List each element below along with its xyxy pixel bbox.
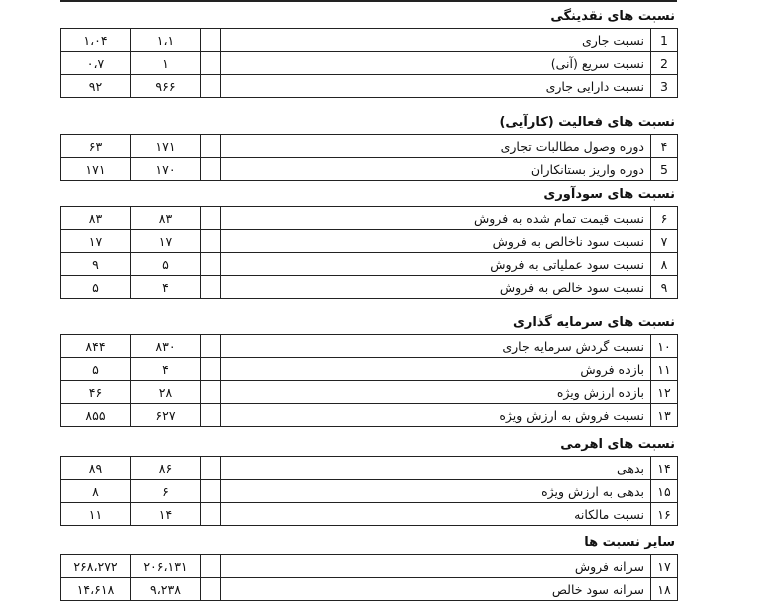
row-number-cell: 1: [651, 29, 678, 52]
ratio-label-cell: دوره واریز بستانکاران: [221, 158, 651, 181]
section-title: نسبت های نقدینگی: [550, 9, 675, 24]
ratio-label-cell: نسبت قیمت تمام شده به فروش: [221, 207, 651, 230]
ratio-label-cell: نسبت فروش به ارزش ویژه: [221, 404, 651, 427]
table-row: [61, 207, 678, 230]
value-prior-cell: ۵: [61, 358, 131, 381]
spacer-cell: [201, 158, 221, 181]
row-number-cell: 3: [651, 75, 678, 98]
row-number-cell: ۴: [651, 135, 678, 158]
ratio-table: [60, 28, 678, 98]
spacer-cell: [201, 358, 221, 381]
row-number-cell: ۱۵: [651, 480, 678, 503]
table-row: [61, 381, 678, 404]
row-number-cell: ۱۰: [651, 335, 678, 358]
ratio-section: [60, 184, 677, 299]
value-current-cell: ۱: [131, 52, 201, 75]
ratio-label-cell: نسبت سود ناخالص به فروش: [221, 230, 651, 253]
value-prior-cell: ۸۹: [61, 457, 131, 480]
spacer-cell: [201, 29, 221, 52]
value-current-cell: ۹،۲۳۸: [131, 578, 201, 601]
top-rule: [60, 0, 677, 2]
value-current-cell: ۴: [131, 358, 201, 381]
ratio-label-cell: نسبت دارایی جاری: [221, 75, 651, 98]
value-current-cell: ۸۳۰: [131, 335, 201, 358]
ratio-label-cell: نسبت گردش سرمایه جاری: [221, 335, 651, 358]
spacer-cell: [201, 503, 221, 526]
value-prior-cell: ۸۴۴: [61, 335, 131, 358]
value-prior-cell: ۱۴،۶۱۸: [61, 578, 131, 601]
table-row: [61, 404, 678, 427]
value-current-cell: ۹۶۶: [131, 75, 201, 98]
spacer-cell: [201, 335, 221, 358]
table-row: [61, 75, 678, 98]
value-prior-cell: ۱۱: [61, 503, 131, 526]
value-current-cell: ۲۰۶،۱۳۱: [131, 555, 201, 578]
spacer-cell: [201, 381, 221, 404]
table-row: [61, 29, 678, 52]
ratio-label-cell: سرانه فروش: [221, 555, 651, 578]
ratio-section: [60, 312, 677, 427]
value-prior-cell: ۱۷۱: [61, 158, 131, 181]
spacer-cell: [201, 52, 221, 75]
value-current-cell: ۵: [131, 253, 201, 276]
ratio-label-cell: نسبت مالکانه: [221, 503, 651, 526]
ratio-table: [60, 554, 678, 601]
table-row: [61, 578, 678, 601]
row-number-cell: ۱۱: [651, 358, 678, 381]
row-number-cell: ۱۶: [651, 503, 678, 526]
row-number-cell: ۱۳: [651, 404, 678, 427]
value-current-cell: ۱۷۰: [131, 158, 201, 181]
row-number-cell: 2: [651, 52, 678, 75]
ratio-section: [60, 532, 677, 601]
section-title: نسبت های اهرمی: [560, 437, 675, 452]
table-row: [61, 555, 678, 578]
ratio-label-cell: سرانه سود خالص: [221, 578, 651, 601]
value-prior-cell: ۸۵۵: [61, 404, 131, 427]
value-current-cell: ۸۶: [131, 457, 201, 480]
value-prior-cell: ۰،۷: [61, 52, 131, 75]
row-number-cell: ۱۲: [651, 381, 678, 404]
ratio-section: [60, 112, 677, 181]
row-number-cell: ۶: [651, 207, 678, 230]
value-current-cell: ۴: [131, 276, 201, 299]
row-number-cell: ۹: [651, 276, 678, 299]
row-number-cell: ۱۸: [651, 578, 678, 601]
spacer-cell: [201, 75, 221, 98]
spacer-cell: [201, 578, 221, 601]
value-prior-cell: ۵: [61, 276, 131, 299]
value-current-cell: ۱۷۱: [131, 135, 201, 158]
table-row: [61, 358, 678, 381]
ratio-section: [60, 434, 677, 526]
ratio-label-cell: بدهی به ارزش ویژه: [221, 480, 651, 503]
ratio-table: [60, 334, 678, 427]
value-prior-cell: ۸: [61, 480, 131, 503]
value-prior-cell: ۸۳: [61, 207, 131, 230]
table-row: [61, 253, 678, 276]
table-row: [61, 135, 678, 158]
ratio-label-cell: بازده ارزش ویژه: [221, 381, 651, 404]
ratio-table: [60, 206, 678, 299]
value-current-cell: ۱۷: [131, 230, 201, 253]
ratio-section: [60, 6, 677, 98]
ratio-label-cell: دوره وصول مطالبات تجاری: [221, 135, 651, 158]
ratio-label-cell: نسبت سریع (آنی): [221, 52, 651, 75]
row-number-cell: ۸: [651, 253, 678, 276]
ratio-table: [60, 456, 678, 526]
table-row: [61, 335, 678, 358]
section-title: نسبت های سودآوری: [543, 187, 675, 202]
value-prior-cell: ۴۶: [61, 381, 131, 404]
spacer-cell: [201, 480, 221, 503]
table-row: [61, 457, 678, 480]
value-prior-cell: ۱،۰۴: [61, 29, 131, 52]
value-current-cell: ۱۴: [131, 503, 201, 526]
spacer-cell: [201, 253, 221, 276]
value-prior-cell: ۶۳: [61, 135, 131, 158]
value-current-cell: ۱،۱: [131, 29, 201, 52]
spacer-cell: [201, 457, 221, 480]
row-number-cell: ۱۴: [651, 457, 678, 480]
value-current-cell: ۶۲۷: [131, 404, 201, 427]
table-row: [61, 230, 678, 253]
ratio-label-cell: نسبت سود خالص به فروش: [221, 276, 651, 299]
table-row: [61, 276, 678, 299]
spacer-cell: [201, 555, 221, 578]
table-row: [61, 158, 678, 181]
value-prior-cell: ۹۲: [61, 75, 131, 98]
row-number-cell: ۷: [651, 230, 678, 253]
value-prior-cell: ۱۷: [61, 230, 131, 253]
value-current-cell: ۲۸: [131, 381, 201, 404]
section-title: سایر نسبت ها: [584, 535, 675, 550]
ratio-label-cell: بازده فروش: [221, 358, 651, 381]
table-row: [61, 480, 678, 503]
ratio-label-cell: بدهی: [221, 457, 651, 480]
value-current-cell: ۶: [131, 480, 201, 503]
section-title: نسبت های فعالیت (کارآیی): [499, 115, 675, 130]
table-row: [61, 52, 678, 75]
ratio-label-cell: نسبت جاری: [221, 29, 651, 52]
ratio-label-cell: نسبت سود عملیاتی به فروش: [221, 253, 651, 276]
value-current-cell: ۸۳: [131, 207, 201, 230]
spacer-cell: [201, 135, 221, 158]
row-number-cell: 5: [651, 158, 678, 181]
spacer-cell: [201, 404, 221, 427]
spacer-cell: [201, 230, 221, 253]
spacer-cell: [201, 276, 221, 299]
ratio-table: [60, 134, 678, 181]
spacer-cell: [201, 207, 221, 230]
section-title: نسبت های سرمایه گذاری: [512, 315, 675, 330]
row-number-cell: ۱۷: [651, 555, 678, 578]
value-prior-cell: ۹: [61, 253, 131, 276]
table-row: [61, 503, 678, 526]
value-prior-cell: ۲۶۸،۲۷۲: [61, 555, 131, 578]
